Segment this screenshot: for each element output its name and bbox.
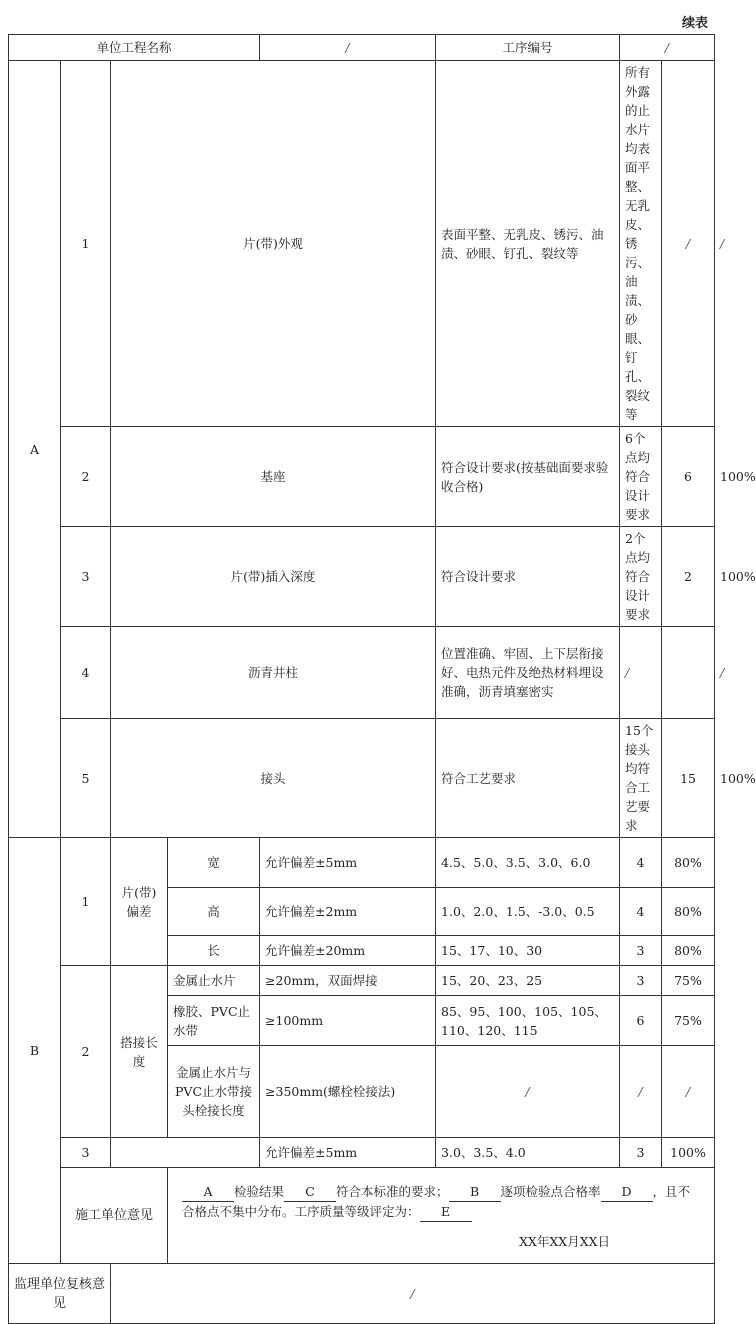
inspection-table [8,34,756,1324]
blank-a: A [182,1182,234,1202]
pass-rate: 80% [662,936,715,966]
blank-c: C [284,1182,336,1202]
process-number-value: / [620,35,715,61]
blank-e: E [420,1202,472,1222]
pass-count: 2 [662,527,715,627]
header-row [9,35,715,61]
requirement: 允许偏差±20mm [260,936,436,966]
project-name-value: / [260,35,436,61]
inspection-result: 85、95、100、105、105、110、120、115 [436,996,620,1046]
blank-d: D [601,1182,653,1202]
inspection-result: 4.5、5.0、3.5、3.0、6.0 [436,838,620,888]
pass-count: / [620,1046,662,1138]
construction-opinion [168,1168,715,1264]
table-row: A 1 片(带)外观 表面平整、无乳皮、锈污、油渍、砂眼、钉孔、裂纹等 所有外露的止水片均表面平整、无乳皮、锈污、油渍、砂眼、钉孔、裂纹等 / / [9,61,715,427]
pass-count [662,627,715,719]
row-no: 3 [61,527,111,627]
pass-count: 6 [662,427,715,527]
pass-rate: / [662,1046,715,1138]
inspection-result: 6个点均符合设计要求 [620,427,662,527]
sub-item: 橡胶、PVC止水带 [168,996,260,1046]
process-number-label: 工序编号 [436,35,620,61]
inspection-result: / [620,627,662,719]
project-name-label: 单位工程名称 [9,35,260,61]
pass-count: / [662,61,715,427]
continued-label: 续表 [681,16,708,31]
opinion-segment: ，且不合格点不集中分布。工序质量等级评定为： [182,1184,691,1219]
pass-count: 6 [620,996,662,1046]
group-name: 片(带)偏差 [111,838,168,966]
row-no: 1 [61,838,111,966]
sub-item: 高 [168,888,260,936]
requirement: ≥100mm [260,996,436,1046]
category-a: A [9,61,61,838]
table-row [9,1138,715,1168]
opinion-segment: 检验结果 [234,1184,285,1199]
pass-count: 3 [620,1138,662,1168]
sub-item: 长 [168,936,260,966]
table-row: 2 基座 符合设计要求(按基础面要求验收合格) 6个点均符合设计要求 6 100% [9,427,715,527]
blank-b: B [449,1182,501,1202]
requirement: 符合工艺要求 [436,719,620,838]
table-row: 3 片(带)插入深度 符合设计要求 2个点均符合设计要求 2 100% [9,527,715,627]
construction-opinion-row [9,1168,715,1264]
inspection-result: 2个点均符合设计要求 [620,527,662,627]
row-no: 3 [61,1138,111,1168]
requirement: 符合设计要求(按基础面要求验收合格) [436,427,620,527]
row-no: 4 [61,627,111,719]
sub-item [111,1138,260,1168]
requirement: 表面平整、无乳皮、锈污、油渍、砂眼、钉孔、裂纹等 [436,61,620,427]
inspection-result: / [436,1046,620,1138]
sub-item: 金属止水片 [168,966,260,996]
pass-count: 15 [662,719,715,838]
item-name: 沥青井柱 [111,627,436,719]
sub-item: 金属止水片与PVC止水带接头栓接长度 [168,1046,260,1138]
row-no: 2 [61,966,111,1138]
table-row: 4 沥青井柱 位置准确、牢固、上下层衔接好、电热元件及绝热材料埋设准确，沥青填塞密实 / / [9,627,715,719]
requirement: 允许偏差±5mm [260,1138,436,1168]
opinion-segment: 逐项检验点合格率 [500,1184,601,1199]
pass-rate: 100% [662,1138,715,1168]
item-name: 接头 [111,719,436,838]
inspection-result: 15个接头均符合工艺要求 [620,719,662,838]
inspection-result: 1.0、2.0、1.5、-3.0、0.5 [436,888,620,936]
row-no: 5 [61,719,111,838]
sub-item: 宽 [168,838,260,888]
pass-rate: 80% [662,838,715,888]
table-row [9,838,715,888]
inspection-result: 3.0、3.5、4.0 [436,1138,620,1168]
requirement: 符合设计要求 [436,527,620,627]
opinion-date: XX年XX月XX日 [519,1234,611,1249]
pass-count: 4 [620,838,662,888]
requirement: 允许偏差±2mm [260,888,436,936]
category-b: B [9,838,61,1264]
pass-rate: 75% [662,996,715,1046]
requirement: 允许偏差±5mm [260,838,436,888]
opinion-segment: 符合本标准的要求； [336,1184,449,1199]
pass-count: 3 [620,966,662,996]
opinion-text [182,1182,700,1222]
pass-count: 3 [620,936,662,966]
row-no: 1 [61,61,111,427]
requirement: ≥20mm，双面焊接 [260,966,436,996]
supervision-opinion-row [9,1264,715,1324]
table-row [9,966,715,996]
item-name: 片(带)插入深度 [111,527,436,627]
inspection-result: 15、20、23、25 [436,966,620,996]
inspection-result: 所有外露的止水片均表面平整、无乳皮、锈污、油渍、砂眼、钉孔、裂纹等 [620,61,662,427]
requirement: ≥350mm(螺栓栓接法) [260,1046,436,1138]
requirement: 位置准确、牢固、上下层衔接好、电热元件及绝热材料埋设准确，沥青填塞密实 [436,627,620,719]
supervision-opinion-value: / [111,1264,715,1324]
table-row: 5 接头 符合工艺要求 15个接头均符合工艺要求 15 100% [9,719,715,838]
item-name: 基座 [111,427,436,527]
item-name: 片(带)外观 [111,61,436,427]
pass-rate: 80% [662,888,715,936]
construction-opinion-label: 施工单位意见 [61,1168,168,1264]
supervision-opinion-label: 监理单位复核意见 [9,1264,111,1324]
pass-count: 4 [620,888,662,936]
pass-rate: 75% [662,966,715,996]
row-no: 2 [61,427,111,527]
inspection-result: 15、17、10、30 [436,936,620,966]
group-name: 搭接长度 [111,966,168,1138]
